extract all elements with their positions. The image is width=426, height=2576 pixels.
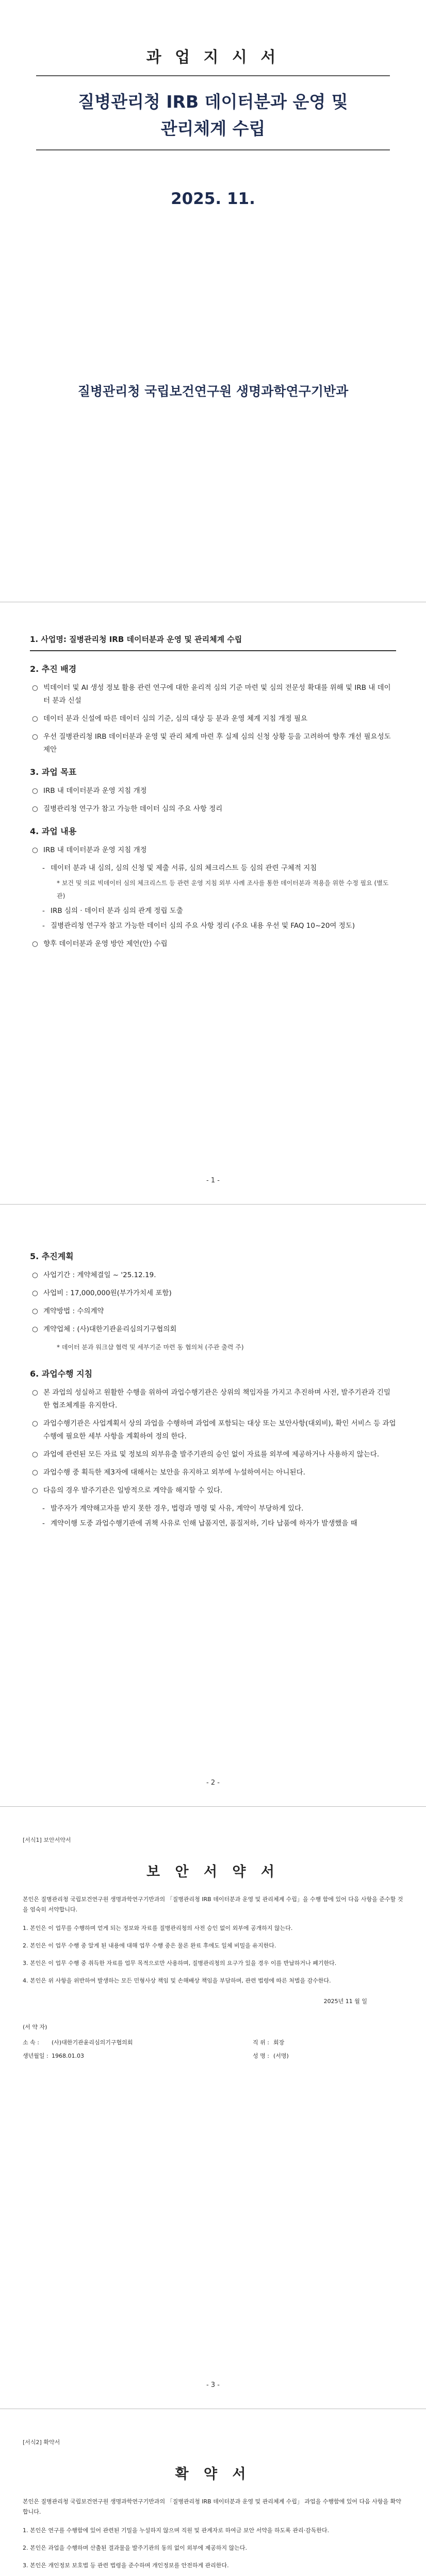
sub-item: - IRB 심의 · 데이터 분과 심의 관계 정립 도출 (42, 907, 183, 915)
company-value: (사)대한기관윤리심의기구협의회 (52, 2039, 133, 2046)
plan-period: ○ 사업기간 : 계약체결일 ~ '25.12.19. (32, 1271, 156, 1279)
pledge-date: 2025년 11 월 일 (323, 1998, 367, 2005)
cover-agency: 질병관리청 국립보건연구원 생명과학연구기반과 (77, 384, 349, 399)
project-name-heading: 1. 사업명: 질병관리청 IRB 데이터분과 운영 및 관리체계 수립 (30, 633, 396, 651)
plan-method: ○ 계약방법 : 수의계약 (32, 1307, 104, 1315)
circle-bullet-icon: ○ (32, 940, 38, 948)
page-number: - 3 - (206, 2381, 220, 2389)
cover-top-rule (36, 75, 390, 76)
page2-body (30, 1241, 396, 1532)
circle-bullet-icon: ○ (32, 805, 38, 813)
section-plan-heading: 5. 추진계획 (30, 1251, 74, 1261)
security-pledge-page (0, 1807, 426, 2409)
list-item: ○ 다음의 경우 발주기관은 일방적으로 계약을 해지할 수 있다. (32, 1486, 223, 1495)
section-goal-heading: 3. 과업 목표 (30, 767, 77, 777)
list-item: ○ 과업수행기관은 사업계획서 상의 과업을 수행하며 과업에 포함되는 대상 또는 보안사항(대외비), 확인 서비스 등 과업수행에 필요한 세부 사항을 계획하여 정의 한다. (32, 1419, 396, 1440)
birth-value: 1968.01.03 (52, 2053, 84, 2059)
cover-label: 과 업 지 시 서 (146, 48, 280, 66)
sub-item: - 질병관리청 연구자 참고 가능한 데이터 심의 주요 사항 정리 (주요 내용 우선 및 FAQ 10~20여 정도) (42, 922, 355, 930)
signature-row: 생년월일 : 1968.01.03 성 명 : (서명) (23, 2051, 403, 2061)
list-item: ○ IRB 내 데이터분과 운영 지침 개정 (30, 785, 396, 798)
confirmation-clause: 2. 본인은 과업을 수행하며 산출된 결과물을 발주기관의 동의 없이 외부에 제공하지 않는다. (23, 2545, 247, 2551)
page-number: - 1 - (206, 1177, 220, 1184)
signature-row: 소 속 : (사)대한기관윤리심의기구협의회 직 위 : 회장 (23, 2038, 403, 2048)
list-item: ○ 과업수행 중 획득한 제3자에 대해서는 보안을 유지하고 외부에 누설하여서는 아니된다. (32, 1468, 305, 1477)
plan-budget: ○ 사업비 : 17,000,000원(부가가치세 포함) (32, 1289, 172, 1297)
section-content-heading: 4. 과업 내용 (30, 826, 77, 836)
pledge-clause: 1. 본인은 이 업무를 수행하며 얻게 되는 정보와 자료를 질병관리청의 사전 승인 없이 외부에 공개하지 않는다. (23, 1925, 293, 1931)
section-guideline-heading: 6. 과업수행 지침 (30, 1369, 93, 1379)
signature-field: (서명) (273, 2053, 289, 2059)
circle-bullet-icon: ○ (32, 684, 38, 692)
confirmation-clause: 1. 본인은 연구를 수행함에 있어 관련된 기밀을 누설하지 않으며 직원 및 관계자로 하여금 보안 서약을 하도록 관리·감독한다. (23, 2527, 330, 2534)
plan-contractor: ○ 계약업체 : (사)대한기관윤리심의기구협의회 (32, 1325, 177, 1333)
circle-bullet-icon: ○ (32, 715, 38, 723)
sub-item: - 계약이행 도중 과업수행기관에 귀책 사유로 인해 납품지연, 품질저하, 기타 납품에 하자가 발생했을 때 (42, 1519, 357, 1528)
confirmation-body (23, 2497, 403, 2576)
sub-item: - 발주자가 계약해고자를 받지 못한 경우, 법령과 명령 및 사유, 계약이 부당하게 있다. (42, 1504, 304, 1513)
form-tag: [서식1] 보안서약서 (23, 1837, 71, 1843)
sub-item: - 데이터 분과 내 심의, 심의 신청 및 제출 서류, 심의 체크리스트 등 심의 관련 구체적 지침 (42, 864, 317, 872)
list-item: ○ 데이터 분과 신설에 따른 데이터 심의 기준, 심의 대상 등 분과 운영 체계 지침 개정 필요 (30, 713, 396, 725)
list-item: ○ 우선 질병관리청 IRB 데이터분과 운영 및 관리 체계 마련 후 실제 심의 신청 상황 등을 고려하여 향후 개선 필요성도 제안 (30, 731, 396, 756)
form-title: 확 약 서 (175, 2466, 251, 2482)
confirmation-intro: 본인은 질병관리청 국립보건연구원 생명과학연구기반과의 「질병관리청 IRB 데이터분과 운영 및 관리체계 수립」 과업을 수행함에 있어 다음 사항을 확약합니다. (23, 2498, 401, 2515)
content-page-2 (0, 1205, 426, 1807)
content-page-1 (0, 602, 426, 1205)
pledge-clause: 4. 본인은 위 사항을 위반하여 발생하는 모든 민형사상 책임 및 손해배상 책임을 부담하며, 관련 법령에 따른 처벌을 감수한다. (23, 1977, 331, 1984)
confirmation-page (0, 2409, 426, 2576)
list-item: ○ 본 과업의 성실하고 원활한 수행을 위하여 과업수행기관은 상위의 책임자를 가지고 추진하며 사전, 발주기관과 긴밀한 협조체계를 유지한다. (32, 1388, 391, 1410)
cover-page (0, 0, 426, 602)
list-item: ○ 빅데이터 및 AI 생성 정보 활용 관련 연구에 대한 윤리적 심의 기준 마련 및 심의 전문성 확대를 위해 및 IRB 내 데이터 분과 신설 (30, 682, 396, 707)
cover-title-line1: 질병관리청 IRB 데이터분과 운영 및 (78, 92, 348, 112)
cover-bottom-rule (36, 149, 390, 150)
list-item: ○ 질병관리청 연구가 참고 가능한 데이터 심의 주요 사항 정리 (30, 803, 396, 816)
contractor-note: * 데이터 분과 워크샵 협력 및 세부기준 마련 동 협의처 (주관 출력 주) (57, 1344, 244, 1351)
circle-bullet-icon: ○ (32, 846, 38, 854)
section-background-heading: 2. 추진 배경 (30, 664, 77, 674)
list-item: ○ 과업에 관련된 모든 자료 및 정보의 외부유출 발주기관의 승인 없이 자료를 외부에 제공하거나 사용하지 않는다. (32, 1450, 380, 1459)
circle-bullet-icon: ○ (32, 733, 38, 741)
confirmation-clause: 3. 본인은 개인정보 보호법 등 관련 법령을 준수하며 개인정보를 안전하게 관리한다. (23, 2562, 229, 2569)
pledge-clause: 2. 본인은 이 업무 수행 중 알게 된 내용에 대해 업무 수행 중은 물론 완료 후에도 일체 비밀을 유지한다. (23, 1942, 276, 1949)
cover-title-line2: 관리체계 수립 (160, 118, 266, 139)
circle-bullet-icon: ○ (32, 787, 38, 795)
cover-title (31, 89, 395, 142)
role-value: 회장 (273, 2039, 285, 2046)
form-tag: [서식2] 확약서 (23, 2439, 60, 2446)
page-number: - 2 - (206, 1779, 220, 1787)
pledge-body (23, 1894, 403, 2064)
pledge-intro: 본인은 질병관리청 국립보건연구원 생명과학연구기반과의 「질병관리청 IRB 데이터분과 운영 및 관리체계 수립」을 수행 함에 있어 다음 사항을 준수할 것을 엄숙히 서약합니다. (23, 1896, 403, 1913)
list-item: ○ IRB 내 데이터분과 운영 지침 개정 (30, 844, 396, 857)
cover-date: 2025. 11. (171, 190, 255, 208)
sub-note: * 보건 및 의료 빅데이터 심의 체크리스트 등 관련 운영 지침 외부 사례 조사를 통한 데이터분과 적용을 위한 수정 필요 (별도 관) (57, 879, 389, 900)
pledge-clause: 3. 본인은 이 업무 수행 중 취득한 자료를 업무 목적으로만 사용하며, 질병관리청의 요구가 있을 경우 이를 반납하거나 폐기한다. (23, 1960, 337, 1967)
list-item: ○ 향후 데이터분과 운영 방안 제언(안) 수립 (30, 938, 396, 951)
form-title: 보 안 서 약 서 (146, 1864, 280, 1880)
pledge-party-label: (서 약 자) (23, 2024, 47, 2030)
page1-body (30, 633, 396, 956)
